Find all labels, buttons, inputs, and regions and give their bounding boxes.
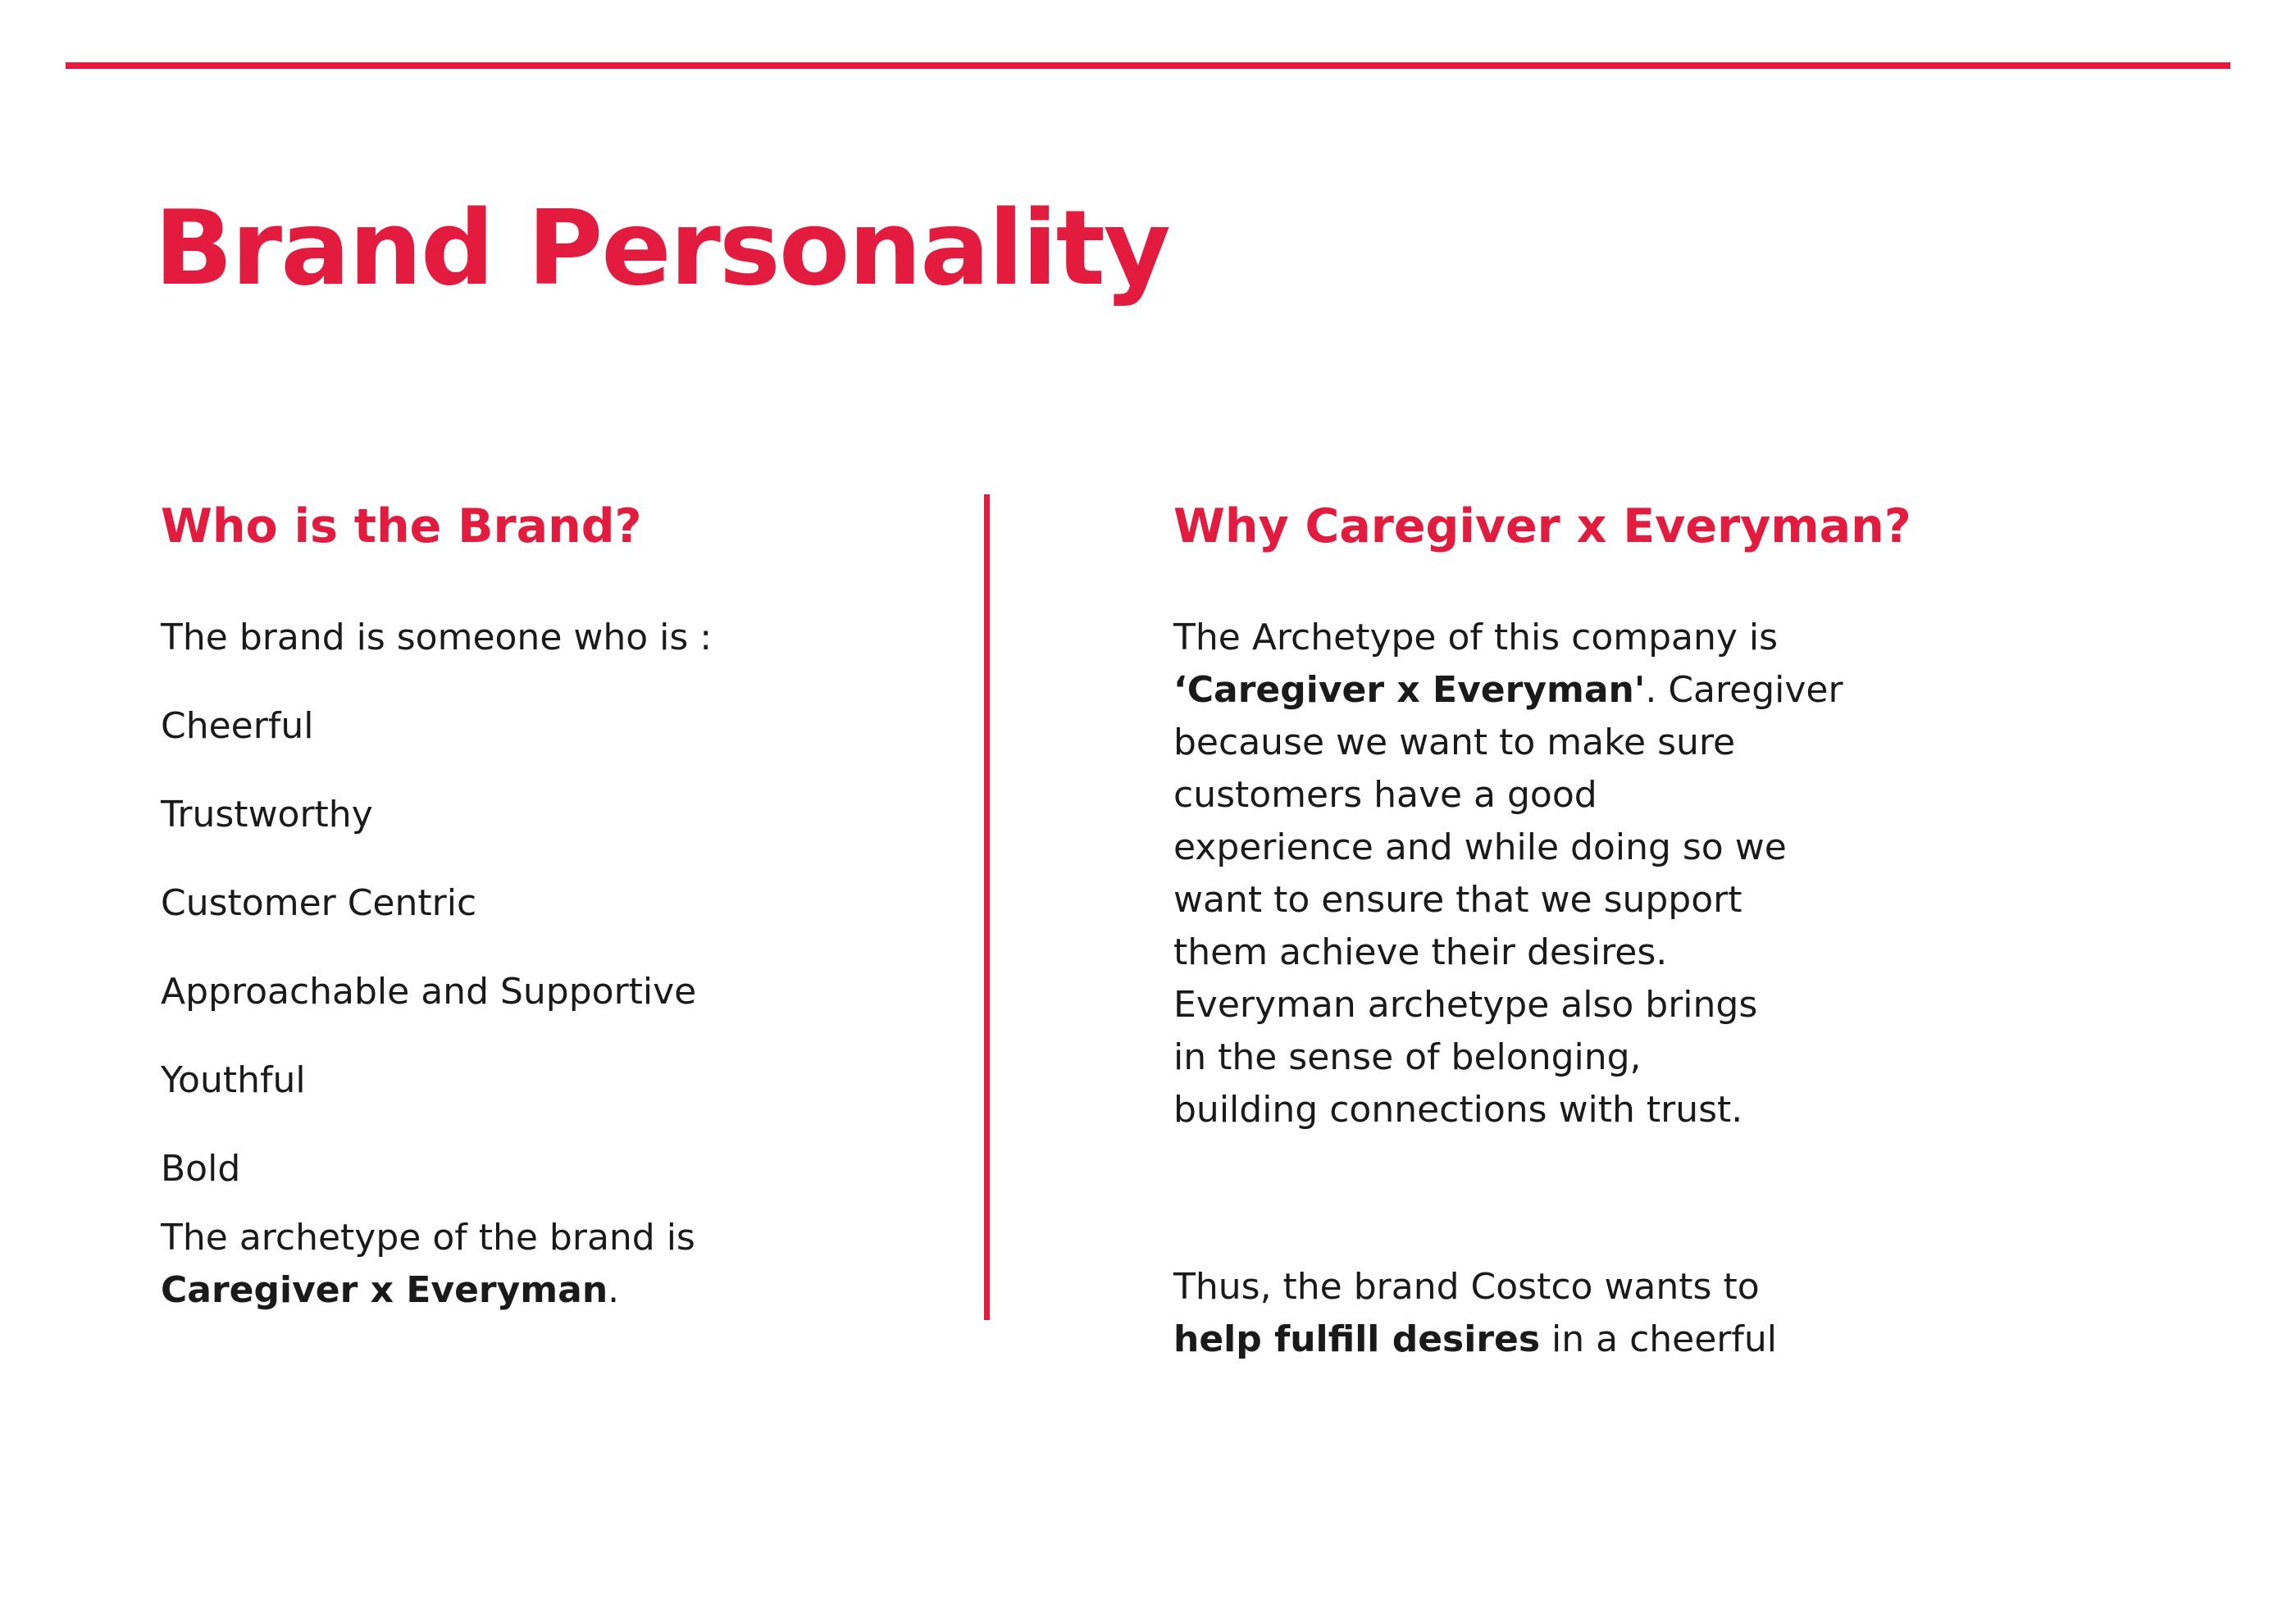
trait-item: Approachable and Supportive — [161, 971, 697, 1013]
trait-item: Bold — [161, 1148, 241, 1190]
archetype-statement — [161, 1212, 940, 1317]
explanation-line: The Archetype of this company is — [1173, 617, 1779, 658]
trait-list — [161, 700, 940, 1231]
archetype-name: Caregiver x Everyman — [161, 1269, 608, 1311]
explanation-line — [1173, 664, 1911, 717]
explanation-line: want to ensure that we support — [1173, 879, 1742, 921]
archetype-statement-line2 — [161, 1264, 940, 1317]
archetype-explanation — [1173, 612, 1911, 1136]
conclusion-emphasis: help fulfill desires — [1173, 1318, 1541, 1360]
traits-intro: The brand is someone who is : — [161, 617, 713, 658]
archetype-quote: ‘Caregiver x Everyman' — [1173, 669, 1646, 711]
left-section-heading: Who is the Brand? — [161, 499, 642, 553]
explanation-line: because we want to make sure — [1173, 722, 1736, 763]
right-section-heading: Why Caregiver x Everyman? — [1173, 499, 1911, 553]
why-caregiver-everyman-section — [1173, 495, 1911, 1366]
trait-item: Trustworthy — [161, 794, 373, 835]
brand-conclusion — [1173, 1261, 1911, 1366]
explanation-line: building connections with trust. — [1173, 1089, 1743, 1131]
who-is-the-brand-section — [161, 495, 940, 1317]
explanation-line: customers have a good — [1173, 774, 1597, 816]
page-title: Brand Personality — [154, 188, 1169, 308]
conclusion-line — [1173, 1313, 1911, 1366]
explanation-line: them achieve their desires. — [1173, 931, 1668, 973]
archetype-statement-tail: . — [608, 1269, 620, 1311]
explanation-line: in the sense of belonging, — [1173, 1036, 1642, 1078]
trait-item: Youthful — [161, 1059, 306, 1101]
column-divider — [984, 494, 990, 1320]
conclusion-after-bold: in a cheerful — [1540, 1318, 1777, 1360]
explanation-line: experience and while doing so we — [1173, 826, 1787, 868]
top-rule — [66, 62, 2230, 69]
conclusion-line: Thus, the brand Costco wants to — [1173, 1266, 1760, 1308]
explanation-after-bold: . Caregiver — [1645, 669, 1843, 711]
trait-item: Cheerful — [161, 705, 314, 747]
archetype-statement-lead: The archetype of the brand is — [161, 1217, 695, 1259]
explanation-line: Everyman archetype also brings — [1173, 984, 1758, 1026]
trait-item: Customer Centric — [161, 882, 477, 924]
